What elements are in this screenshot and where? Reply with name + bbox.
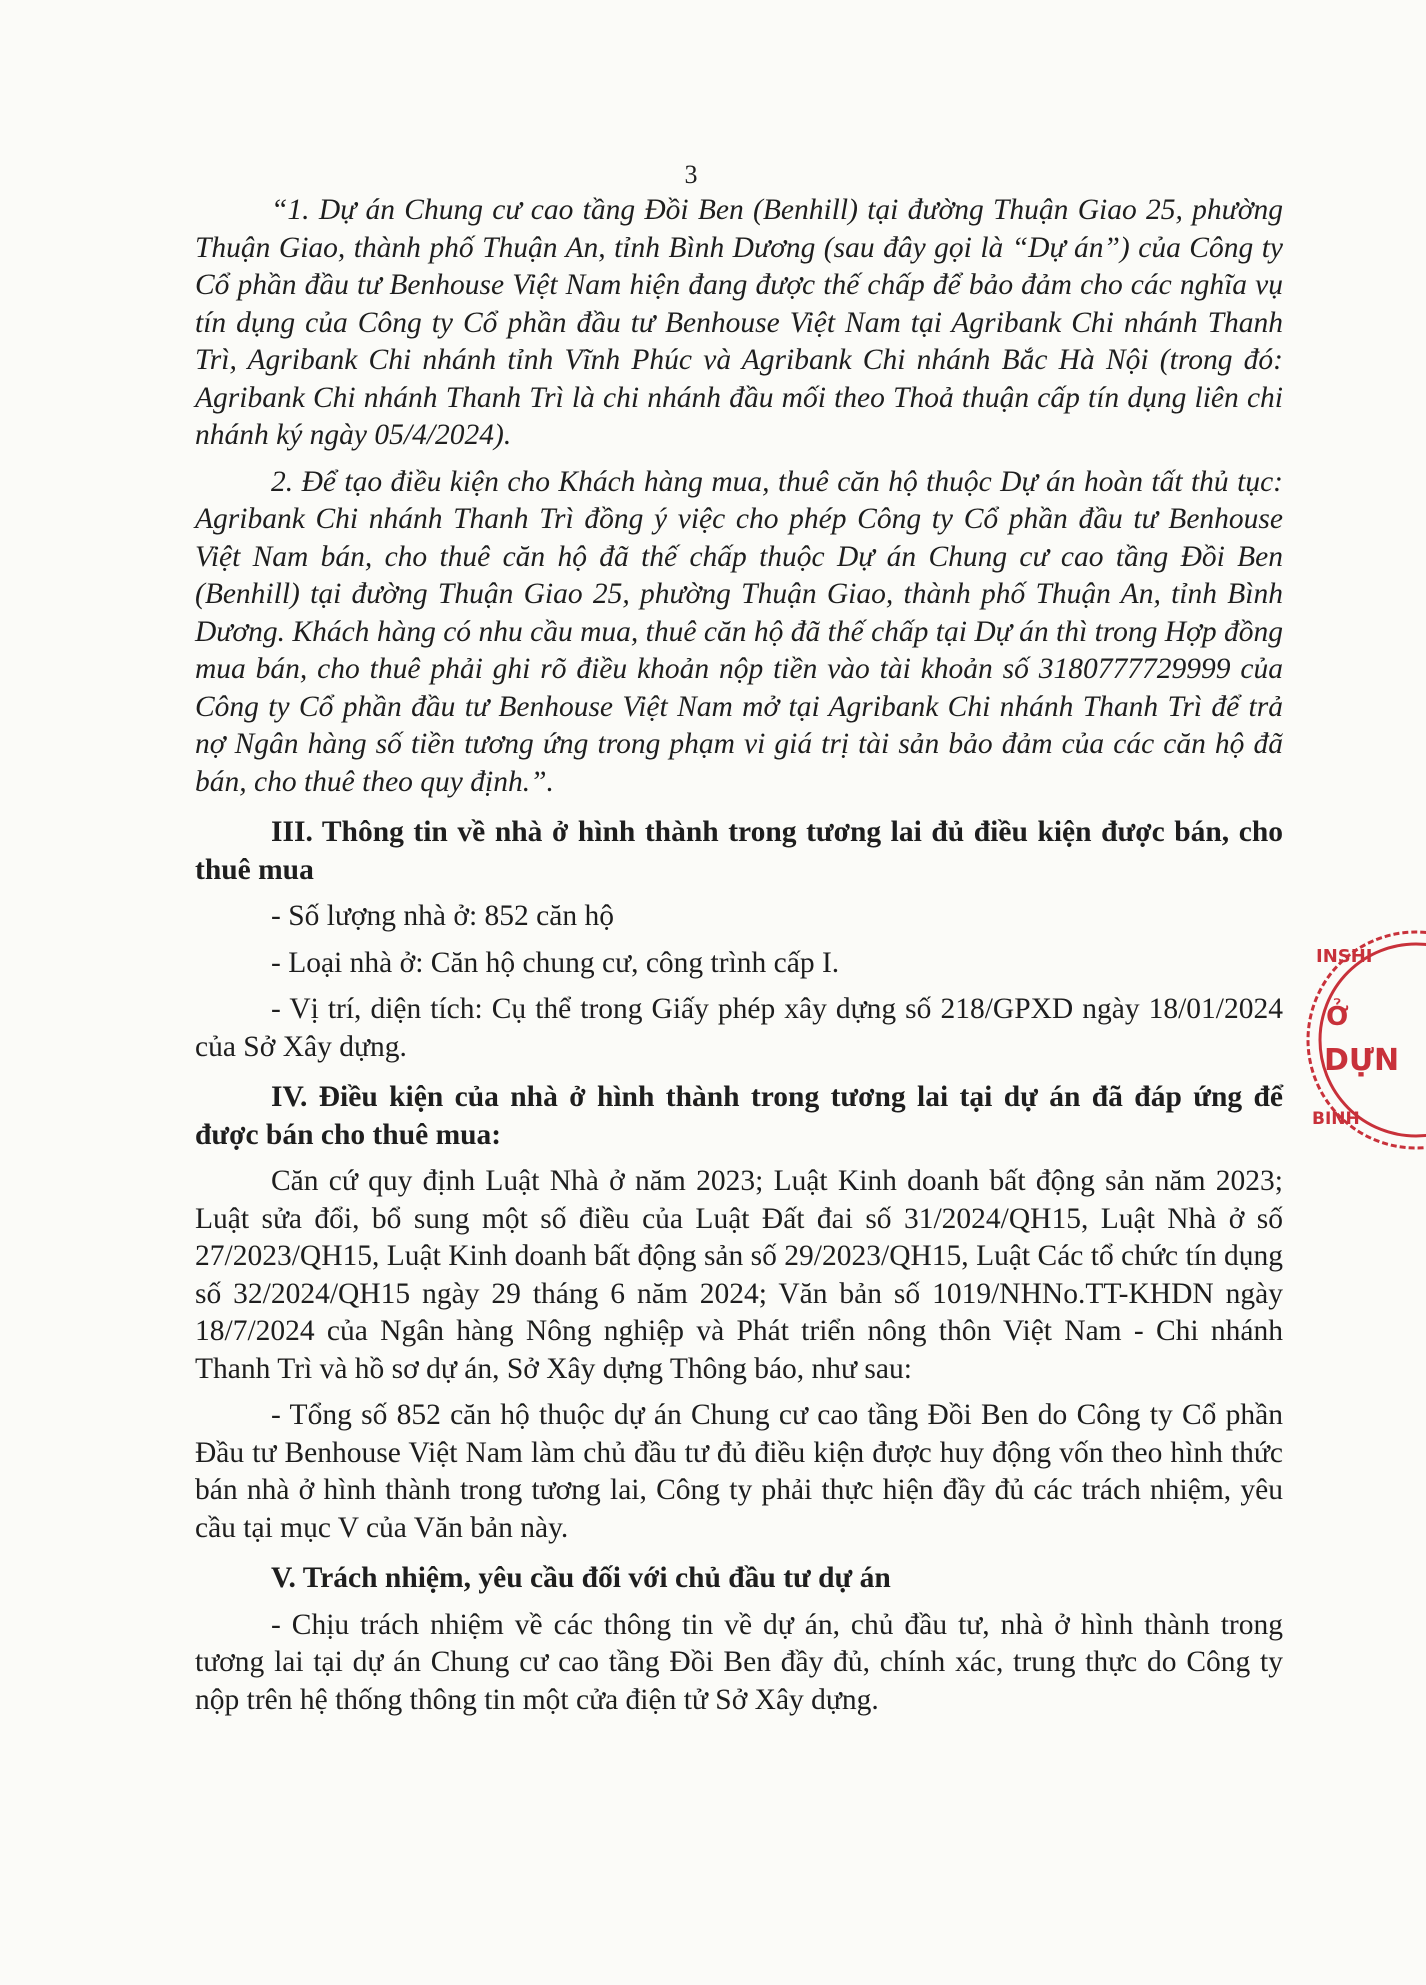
clause-1-paragraph: “1. Dự án Chung cư cao tầng Đồi Ben (Benhill) tại đường Thuận Giao 25, phường Thuận Giao, thành phố Thuận An, tỉnh Bình Dương (sau đây gọi là “Dự án”) của Công ty Cổ phần đầu tư Benhouse Việt Nam hiện đang được thế chấp để bảo đảm cho các nghĩa vụ tín dụng của Công ty Cổ phần đầu tư Benhouse Việt Nam tại Agribank Chi nhánh Thanh Trì, Agribank Chi nhánh tỉnh Vĩnh Phúc và Agribank Chi nhánh Bắc Hà Nội (trong đó: Agribank Chi nhánh Thanh Trì là chi nhánh đầu mối theo Thoả thuận cấp tín dụng liên chi nhánh ký ngày 05/4/2024). xyxy=(195,194,1283,451)
red-seal-stamp xyxy=(1296,925,1426,1155)
housing-quantity-item: - Số lượng nhà ở: 852 căn hộ xyxy=(271,900,614,932)
svg-text:INSHI: INSHI xyxy=(1316,946,1373,967)
document-body xyxy=(195,192,1283,1719)
svg-text:Ở: Ở xyxy=(1326,1002,1349,1032)
eligibility-paragraph: - Tổng số 852 căn hộ thuộc dự án Chung cư cao tầng Đồi Ben do Công ty Cổ phần Đầu tư Benhouse Việt Nam làm chủ đầu tư đủ điều kiện được huy động vốn theo hình thức bán nhà ở hình thành trong tương lai, Công ty phải thực hiện đầy đủ các trách nhiệm, yêu cầu tại mục V của Văn bản này. xyxy=(195,1399,1283,1544)
responsibility-item: - Chịu trách nhiệm về các thông tin về dự án, chủ đầu tư, nhà ở hình thành trong tương lai tại dự án Chung cư cao tầng Đồi Ben đầy đủ, chính xác, trung thực do Công ty nộp trên hệ thống thông tin một cửa điện tử Sở Xây dựng. xyxy=(195,1608,1283,1716)
section-iii-heading: III. Thông tin về nhà ở hình thành trong tương lai đủ điều kiện được bán, cho thuê mua xyxy=(195,816,1283,886)
housing-location-item: - Vị trí, diện tích: Cụ thể trong Giấy phép xây dựng số 218/GPXD ngày 18/01/2024 của Sở Xây dựng. xyxy=(195,993,1283,1063)
svg-text:DỰN: DỰN xyxy=(1324,1043,1400,1078)
page-number: 3 xyxy=(684,160,698,189)
section-v-heading: V. Trách nhiệm, yêu cầu đối với chủ đầu tư dự án xyxy=(271,1562,891,1594)
legal-basis-paragraph: Căn cứ quy định Luật Nhà ở năm 2023; Luật Kinh doanh bất động sản năm 2023; Luật sửa đổi, bổ sung một số điều của Luật Đất đai số 31/2024/QH15, Luật Nhà ở số 27/2023/QH15, Luật Kinh doanh bất động sản số 29/2023/QH15, Luật Các tổ chức tín dụng số 32/2024/QH15 ngày 29 tháng 6 năm 2024; Văn bản số 1019/NHNo.TT-KHDN ngày 18/7/2024 của Ngân hàng Nông nghiệp và Phát triển nông thôn Việt Nam - Chi nhánh Thanh Trì và hồ sơ dự án, Sở Xây dựng Thông báo, như sau: xyxy=(195,1165,1283,1385)
housing-type-item: - Loại nhà ở: Căn hộ chung cư, công trình cấp I. xyxy=(271,946,840,979)
clause-2-paragraph: 2. Để tạo điều kiện cho Khách hàng mua, thuê căn hộ thuộc Dự án hoàn tất thủ tục: Agribank Chi nhánh Thanh Trì đồng ý việc cho phép Công ty Cổ phần đầu tư Benhouse Việt Nam bán, cho thuê căn hộ đã thế chấp thuộc Dự án Chung cư cao tầng Đồi Ben (Benhill) tại đường Thuận Giao 25, phường Thuận Giao, thành phố Thuận An, tỉnh Bình Dương. Khách hàng có nhu cầu mua, thuê căn hộ đã thế chấp tại Dự án thì trong Hợp đồng mua bán, cho thuê phải ghi rõ điều khoản nộp tiền vào tài khoản số 3180777729999 của Công ty Cổ phần đầu tư Benhouse Việt Nam mở tại Agribank Chi nhánh Thanh Trì để trả nợ Ngân hàng số tiền tương ứng trong phạm vi giá trị tài sản bảo đảm của các căn hộ đã bán, cho thuê theo quy định.”. xyxy=(195,465,1283,798)
svg-text:BINH: BINH xyxy=(1312,1109,1360,1129)
section-iv-heading: IV. Điều kiện của nhà ở hình thành trong tương lai tại dự án đã đáp ứng để được bán cho thuê mua: xyxy=(195,1081,1283,1151)
